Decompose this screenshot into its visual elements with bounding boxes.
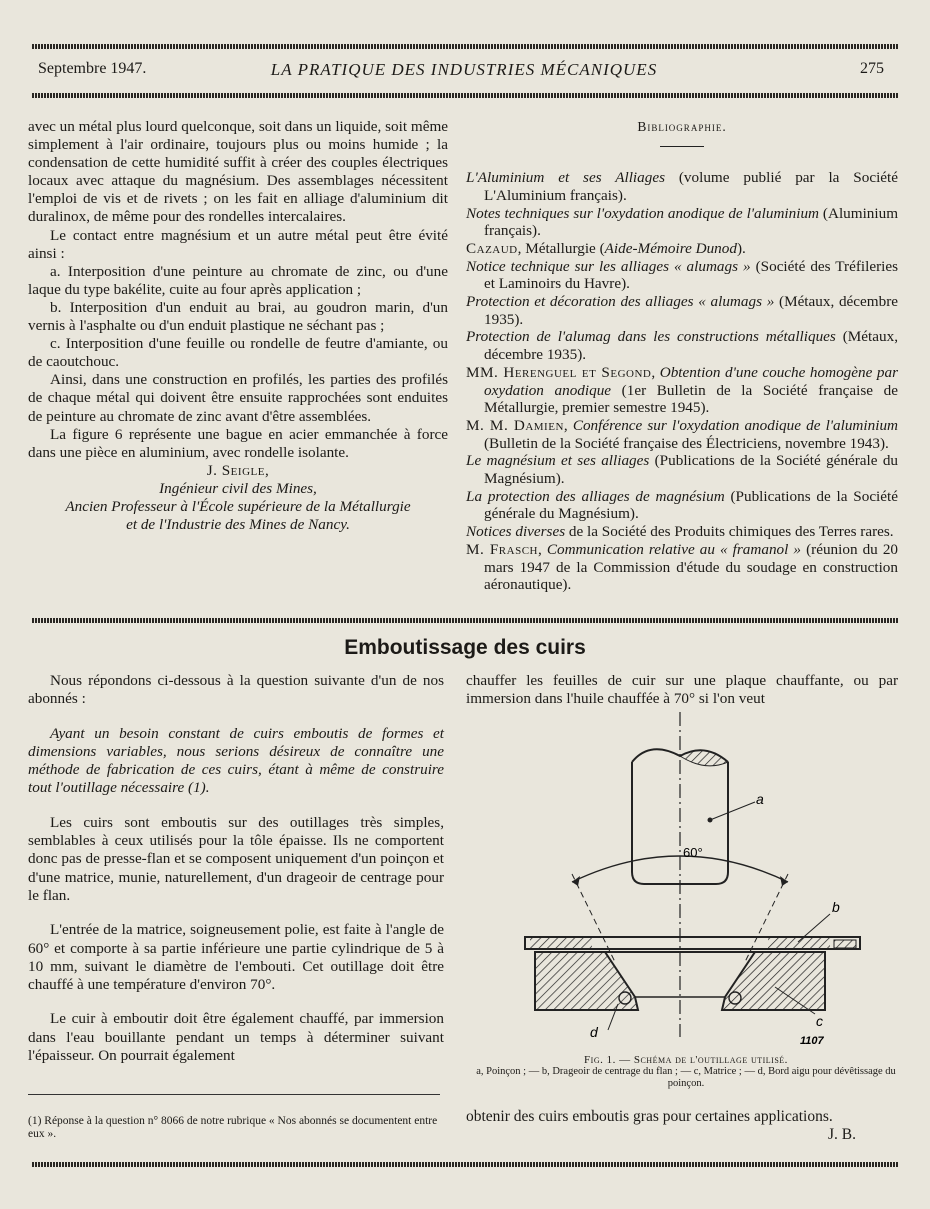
bibliography-list <box>466 169 898 594</box>
intro-paragraph: Nous répondons ci-dessous à la question suivante d'un de nos abonnés : <box>28 672 444 708</box>
issue-date: Septembre 1947. <box>38 60 147 77</box>
caption-text: a, Poinçon ; — b, Drageoir de centrage du flan ; — c, Matrice ; — d, Bord aigu pour dévêtissage du poinçon. <box>476 1066 896 1089</box>
bibliography-entry <box>466 293 898 328</box>
entry-italic: L'Aluminium et ses Alliages <box>466 169 665 187</box>
caption-title: Fig. 1. — Schéma de l'outillage utilisé. <box>584 1054 788 1066</box>
page-header <box>38 60 890 86</box>
entry-italic2: Communication relative au « framanol » <box>546 540 802 558</box>
entry-italic2: Aide-Mémoire Dunod <box>604 239 737 257</box>
paragraph: Les cuirs sont emboutis sur des outillages très simples, semblables à ceux utilisés pour la tôle épaisse. Ils ne comportent donc pas de presse-flan et se composent uniquement d'un poinçon et d'une matrice, munie, naturellement, d'un drageoir de centrage pour le flan. <box>28 813 444 904</box>
entry-italic: Notes techniques sur l'oxydation anodique de l'aluminium <box>466 204 820 222</box>
author-name: J. Seigle, <box>206 461 270 479</box>
figure-ref: 1107 <box>800 1035 824 1047</box>
entry-rest: (Publications de la Société générale du Magnésium). <box>484 487 898 523</box>
entry-italic: La protection des alliages de magnésium <box>466 487 725 505</box>
entry-rest2: (réunion du 20 mars 1947 de la Commission d'étude du soudage en construction aéronautique). <box>484 540 899 594</box>
paragraph: Le cuir à emboutir doit être également chauffé, par immersion dans l'eau bouillante pendant un temps à déterminer suivant l'épaisseur. On pourrait également <box>28 1010 444 1065</box>
author-title-3: et de l'Industrie des Mines de Nancy. <box>126 516 350 534</box>
bibliography-entry <box>466 205 898 240</box>
entry-italic2: Obtention d'une couche homogène par oxydation anodique <box>484 363 898 399</box>
bibliography-entry <box>466 452 898 487</box>
list-item-c: c. Interposition d'une feuille ou rondelle de feutre d'amiante, ou de caoutchouc. <box>28 335 448 371</box>
entry-rest2: (Bulletin de la Société française des Électriciens, novembre 1943). <box>484 434 889 452</box>
label-a: a <box>756 791 764 807</box>
label-d: d <box>590 1024 598 1040</box>
tooling-diagram <box>520 712 865 1052</box>
paragraph: Ainsi, dans une construction en profilés, les parties des profilés de chaque métal qui doivent être ensuite rapprochées sont enduites de peinture au chromate de zinc avant d'être assemblées. <box>28 371 448 425</box>
bibliography-entry <box>466 523 898 541</box>
author-title-2: Ancien Professeur à l'École supérieure de la Métallurgie <box>65 497 411 515</box>
entry-rest: , Métallurgie ( <box>517 239 605 257</box>
entry-rest: (Métaux, décembre 1935). <box>484 293 898 328</box>
bibliography-entry <box>466 541 898 594</box>
entry-italic: Notice technique sur les alliages « alumags » <box>466 257 751 275</box>
entry-rest: (volume publié par la Société L'Aluminium français). <box>484 169 898 204</box>
entry-lead: M. M. Damien <box>466 416 564 434</box>
footnote: (1) Réponse à la question n° 8066 de notre rubrique « Nos abonnés se documentent entre eux ». <box>28 1115 438 1140</box>
bibliography-entry <box>466 364 898 417</box>
article-title: Emboutissage des cuirs <box>344 636 586 659</box>
top-rule <box>32 44 898 49</box>
angle-label: 60° <box>683 845 703 860</box>
page-number: 275 <box>860 60 884 77</box>
entry-rest: , <box>651 363 660 381</box>
entry-italic2: Conférence sur l'oxydation anodique de l'aluminium <box>572 416 898 434</box>
bibliography <box>466 118 898 594</box>
entry-rest: , <box>563 416 573 434</box>
entry-rest2: ). <box>736 239 746 257</box>
entry-italic: Le magnésium et ses alliages <box>466 452 650 470</box>
author-title-1: Ingénieur civil des Mines, <box>159 479 317 497</box>
entry-rest: (Société des Tréfileries et Laminoirs du Havre). <box>484 257 898 293</box>
divider <box>660 146 704 147</box>
section-rule <box>32 618 898 623</box>
article-right-column <box>466 672 898 709</box>
entry-lead: MM. Herenguel et Segond <box>466 363 652 381</box>
entry-rest: de la Société des Produits chimiques des Terres rares. <box>565 523 894 541</box>
entry-rest: , <box>537 540 547 558</box>
list-item-b: b. Interposition d'un enduit au brai, au goudron marin, d'un vernis à l'asphalte ou d'un enduit plastique ne séchant pas ; <box>28 298 448 335</box>
label-c: c <box>816 1013 823 1029</box>
article-left-column <box>28 672 444 1065</box>
entry-italic: Protection de l'alumag dans les constructions métalliques <box>466 328 836 346</box>
bibliography-entry <box>466 417 898 452</box>
entry-lead: Cazaud <box>466 239 518 257</box>
entry-italic: Notices diverses <box>466 523 566 541</box>
author-signature <box>28 462 448 534</box>
paragraph: La figure 6 représente une bague en acier emmanchée à force dans une pièce en aluminium, avec rondelle isolante. <box>28 425 448 461</box>
entry-rest2: (1er Bulletin de la Société française de Métallurgie, premier semestre 1945). <box>484 381 898 417</box>
entry-italic: Protection et décoration des alliages « alumags » <box>466 293 775 311</box>
label-b: b <box>832 899 840 915</box>
paragraph: L'entrée de la matrice, soigneusement polie, est faite à l'angle de 60° et comporte à sa partie inférieure une partie cylindrique de 5 à 10 mm, suivant le diamètre de l'embouti. Cet outillage doit être chauffé à une température d'environ 70°. <box>28 921 444 994</box>
bibliography-entry <box>466 258 898 293</box>
paragraph: Le contact entre magnésium et un autre métal peut être évité ainsi : <box>28 226 448 262</box>
bibliography-entry <box>466 240 898 258</box>
paragraph: avec un métal plus lourd quelconque, soit dans un liquide, soit même simplement à l'air ordinaire, toujours plus ou moins humide ; la condensation de cette humidité suffit à créer des couples électriques locaux avec attaque du magnésium. Des assemblages nécessitent l'emploi de vis et de rivets ; on les fait en alliage d'aluminium dit duralinox, de même pour des rondelles intercalaires. <box>28 118 448 226</box>
article-closing <box>466 1108 898 1143</box>
bibliography-title: Bibliographie. <box>637 119 727 134</box>
reader-question: Ayant un besoin constant de cuirs emboutis de formes et dimensions variables, nous serions désireux de connaître une méthode de fabrication de ces cuirs, étant à même de construire tout l'outillage nécessaire (1). <box>28 724 444 797</box>
bottom-rule <box>32 1162 898 1167</box>
magnesium-article-end <box>28 118 448 534</box>
signoff: J. B. <box>828 1126 856 1143</box>
paragraph-continued: chauffer les feuilles de cuir sur une plaque chauffante, ou par immersion dans l'huile chauffée à 70° si l'on veut <box>466 672 898 708</box>
bibliography-entry <box>466 328 898 363</box>
entry-rest: (Métaux, décembre 1935). <box>484 328 898 364</box>
entry-rest: (Aluminium français). <box>484 204 899 240</box>
footnote-rule <box>28 1094 440 1095</box>
entry-rest: (Publications de la Société générale du Magnésium). <box>484 452 899 488</box>
header-rule <box>32 93 898 98</box>
bibliography-entry <box>466 169 898 204</box>
figure-caption <box>470 1054 902 1090</box>
bibliography-entry <box>466 488 898 523</box>
closing-line: obtenir des cuirs emboutis gras pour certaines applications. <box>466 1108 833 1125</box>
list-item-a: a. Interposition d'une peinture au chromate de zinc, ou d'une laque du type bakélite, cuite au four après application ; <box>28 262 448 298</box>
journal-title: LA PRATIQUE DES INDUSTRIES MÉCANIQUES <box>270 60 658 79</box>
entry-lead: M. Frasch <box>466 540 538 558</box>
